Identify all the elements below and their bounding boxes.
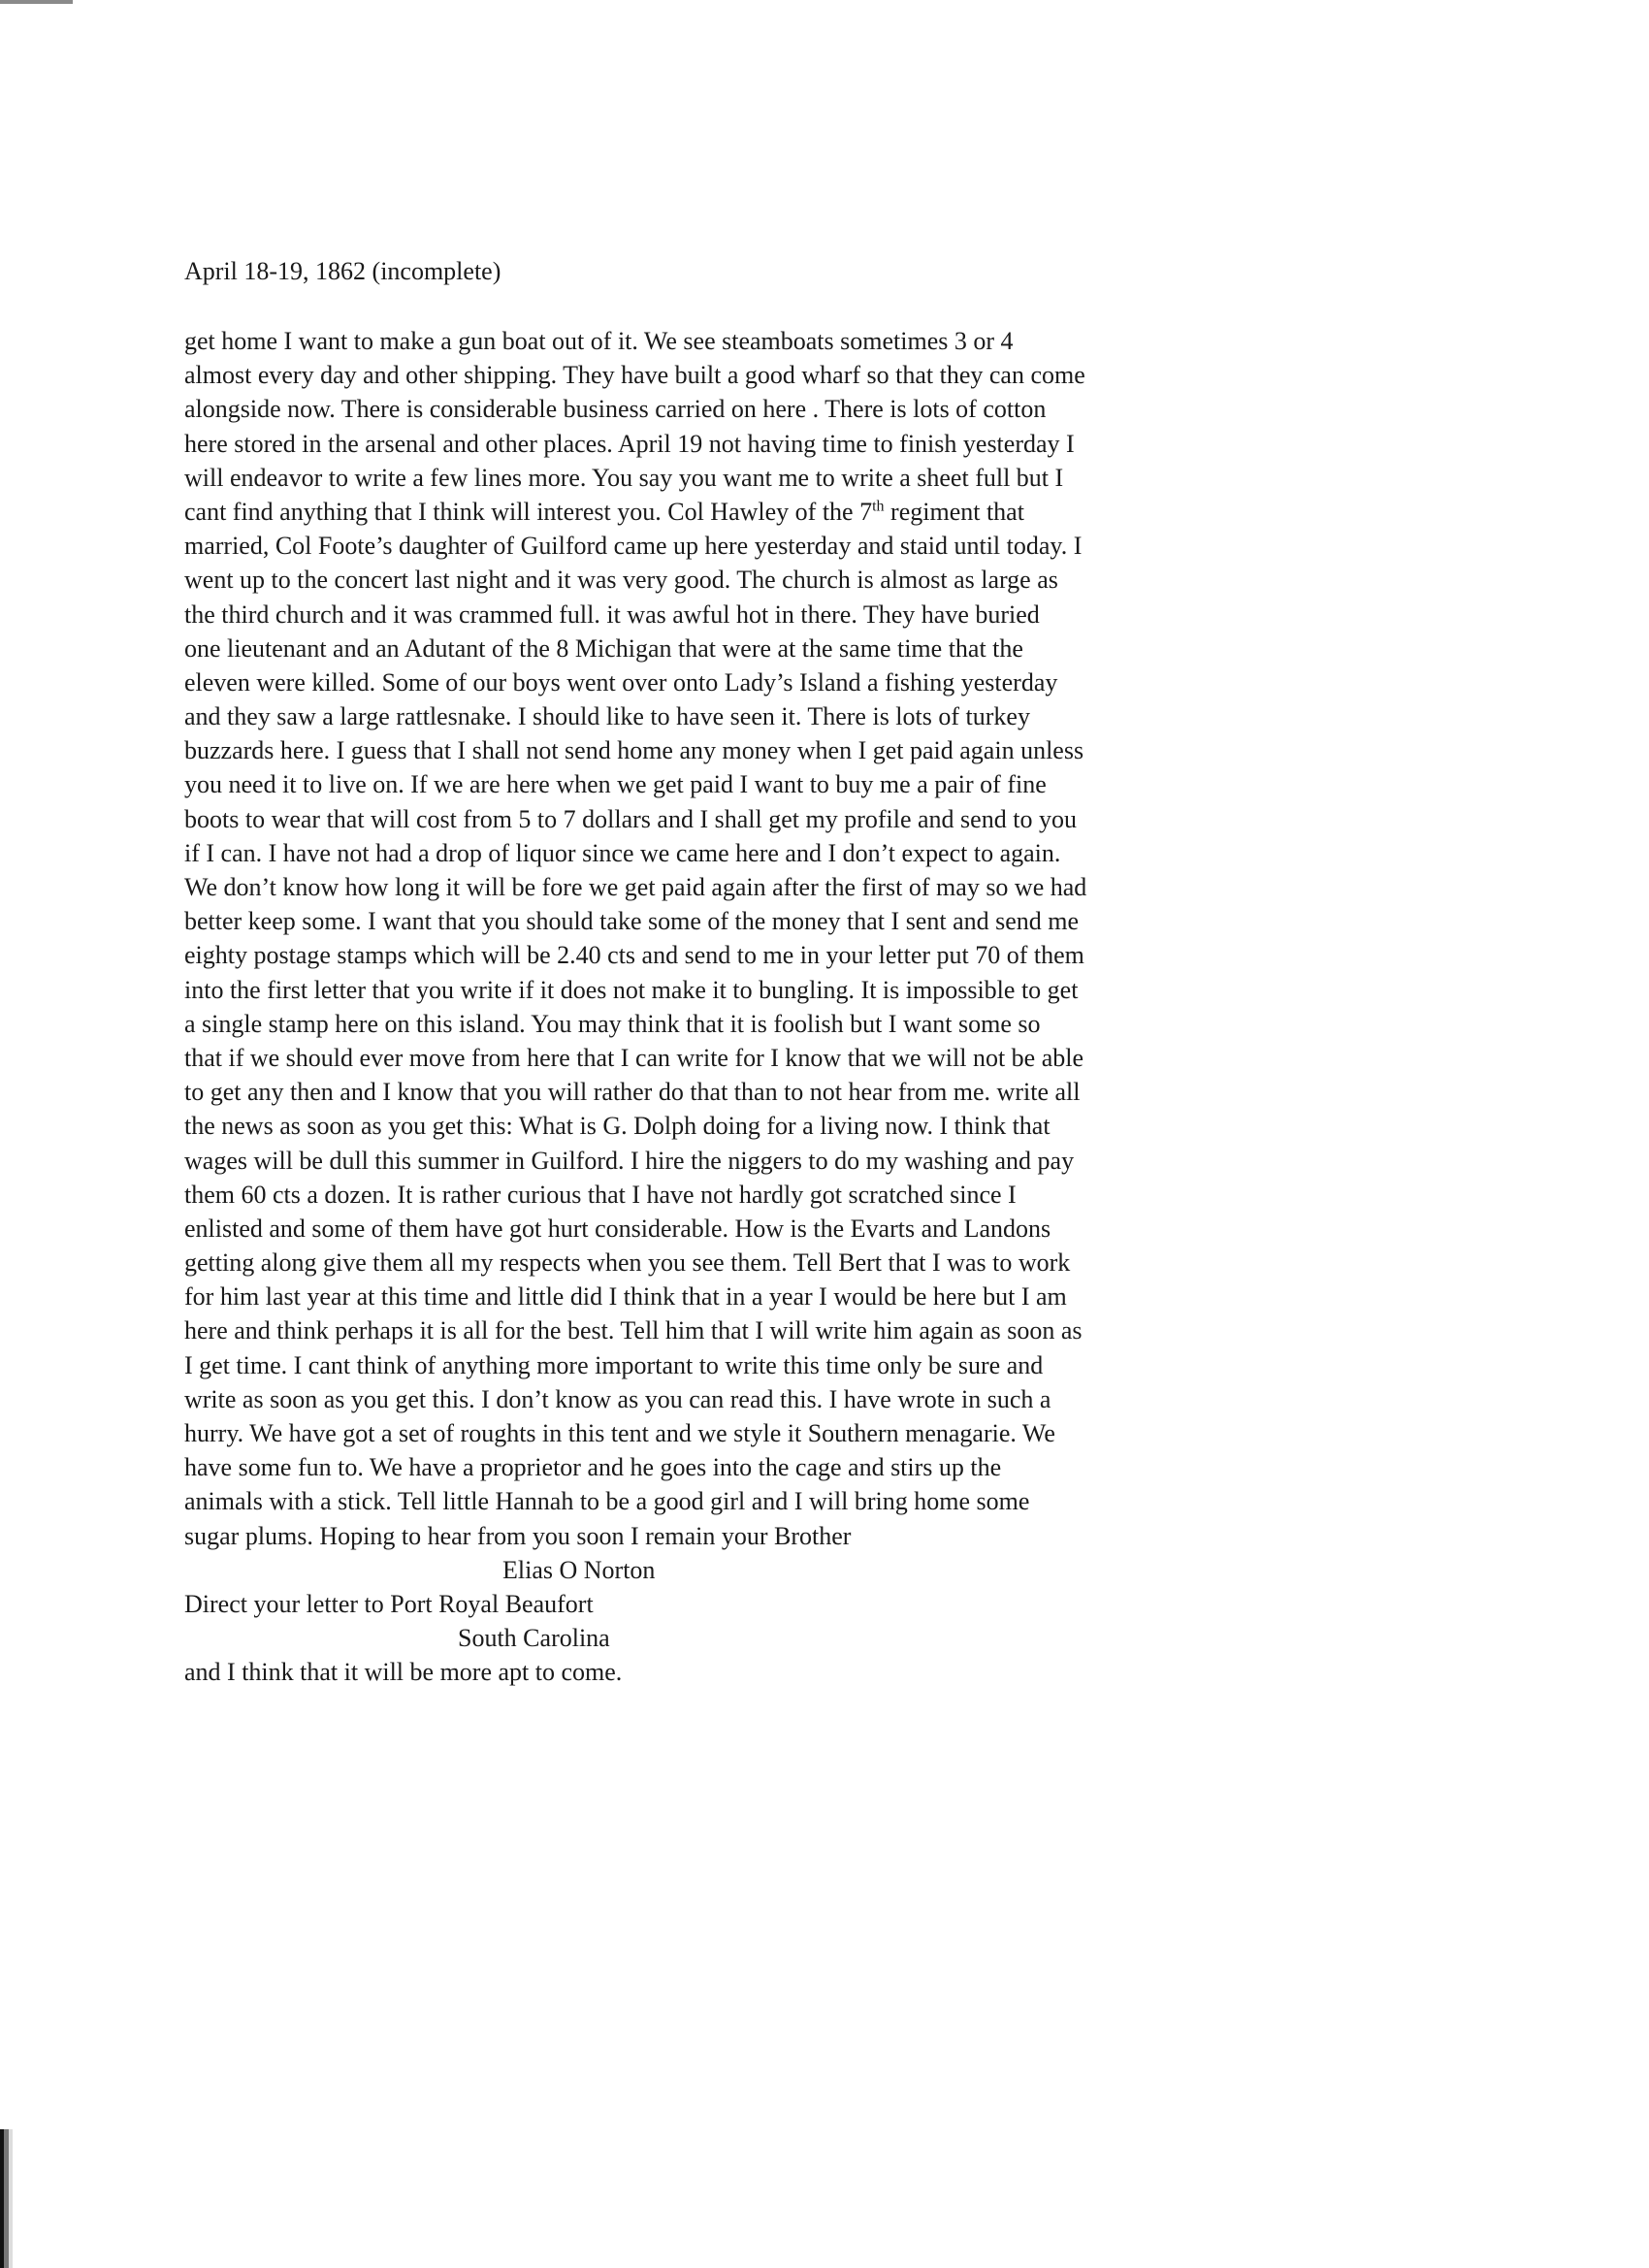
letter-line: into the first letter that you write if it does not make it to bungling. It is impossible to get (184, 975, 1079, 1004)
letter-line: write as soon as you get this. I don’t know as you can read this. I have wrote in such a (184, 1384, 1051, 1413)
letter-line: alongside now. There is considerable business carried on here . There is lots of cotton (184, 395, 1047, 424)
letter-line: the news as soon as you get this: What is G. Dolph doing for a living now. I think that (184, 1112, 1051, 1141)
letter-line: a single stamp here on this island. You may think that it is foolish but I want some so (184, 1009, 1041, 1038)
letter-line: boots to wear that will cost from 5 to 7 dollars and I shall get my profile and send to you (184, 804, 1077, 833)
letter-line: one lieutenant and an Adutant of the 8 Michigan that were at the same time that the (184, 633, 1023, 663)
scan-edge-mark (0, 2129, 13, 2268)
letter-line: buzzards here. I guess that I shall not send home any money when I get paid again unless (184, 736, 1084, 765)
letter-line: and they saw a large rattlesnake. I should like to have seen it. There is lots of turkey (184, 702, 1030, 731)
letter-line: here stored in the arsenal and other places. April 19 not having time to finish yesterday I (184, 429, 1075, 458)
letter-line: have some fun to. We have a proprietor and he goes into the cage and stirs up the (184, 1453, 1002, 1482)
postscript-line: South Carolina (458, 1624, 610, 1653)
letter-line: hurry. We have got a set of roughts in this tent and we style it Southern menagarie. We (184, 1419, 1055, 1447)
letter-line: them 60 cts a dozen. It is rather curious that I have not hardly got scratched since I (184, 1180, 1017, 1209)
letter-heading: April 18-19, 1862 (incomplete) (184, 257, 501, 285)
letter-line: better keep some. I want that you should take some of the money that I sent and send me (184, 907, 1080, 936)
letter-line: We don’t know how long it will be fore we get paid again after the first of may so we had (184, 873, 1087, 901)
postscript-line: and I think that it will be more apt to come. (184, 1658, 623, 1687)
letter-line: the third church and it was crammed full. it was awful hot in there. They have buried (184, 599, 1040, 629)
scan-edge-mark (0, 0, 73, 4)
letter-line: I get time. I cant think of anything more important to write this time only be sure and (184, 1350, 1044, 1379)
letter-line: get home I want to make a gun boat out of it. We see steamboats sometimes 3 or 4 (184, 327, 1014, 355)
letter-line: getting along give them all my respects when you see them. Tell Bert that I was to work (184, 1248, 1071, 1278)
letter-line: enlisted and some of them have got hurt considerable. How is the Evarts and Landons (184, 1214, 1051, 1243)
letter-line: eleven were killed. Some of our boys went over onto Lady’s Island a fishing yesterday (184, 667, 1058, 697)
letter-line: if I can. I have not had a drop of liquor since we came here and I don’t expect to again. (184, 838, 1061, 867)
letter-line: for him last year at this time and little did I think that in a year I would be here but I am (184, 1282, 1067, 1312)
letter-line: almost every day and other shipping. They have built a good wharf so that they can come (184, 361, 1085, 390)
letter-line: eighty postage stamps which will be 2.40 cts and send to me in your letter put 70 of them (184, 941, 1084, 970)
letter-line: married, Col Foote’s daughter of Guilford came up here yesterday and staid until today. I (184, 532, 1083, 561)
letter-line: sugar plums. Hoping to hear from you soon I remain your Brother (184, 1521, 852, 1550)
letter-line: to get any then and I know that you will rather do that than to not hear from me. write all (184, 1078, 1081, 1107)
letter-line: animals with a stick. Tell little Hannah to be a good girl and I will bring home some (184, 1487, 1030, 1516)
letter-line: cant find anything that I think will interest you. Col Hawley of the 7th regiment that (184, 497, 1024, 526)
letter-line: you need it to live on. If we are here when we get paid I want to buy me a pair of fine (184, 770, 1047, 799)
letter-line: that if we should ever move from here that I can write for I know that we will not be able (184, 1043, 1084, 1072)
postscript-line: Direct your letter to Port Royal Beaufort (184, 1589, 594, 1618)
letter-line: will endeavor to write a few lines more. You say you want me to write a sheet full but I (184, 463, 1064, 492)
letter-line: here and think perhaps it is all for the best. Tell him that I will write him again as soon as (184, 1316, 1083, 1345)
letter-body (184, 324, 1300, 1690)
letter-signature: Elias O Norton (502, 1555, 656, 1584)
letter-line: went up to the concert last night and it was very good. The church is almost as large as (184, 566, 1058, 595)
letter-line: wages will be dull this summer in Guilford. I hire the niggers to do my washing and pay (184, 1146, 1075, 1175)
